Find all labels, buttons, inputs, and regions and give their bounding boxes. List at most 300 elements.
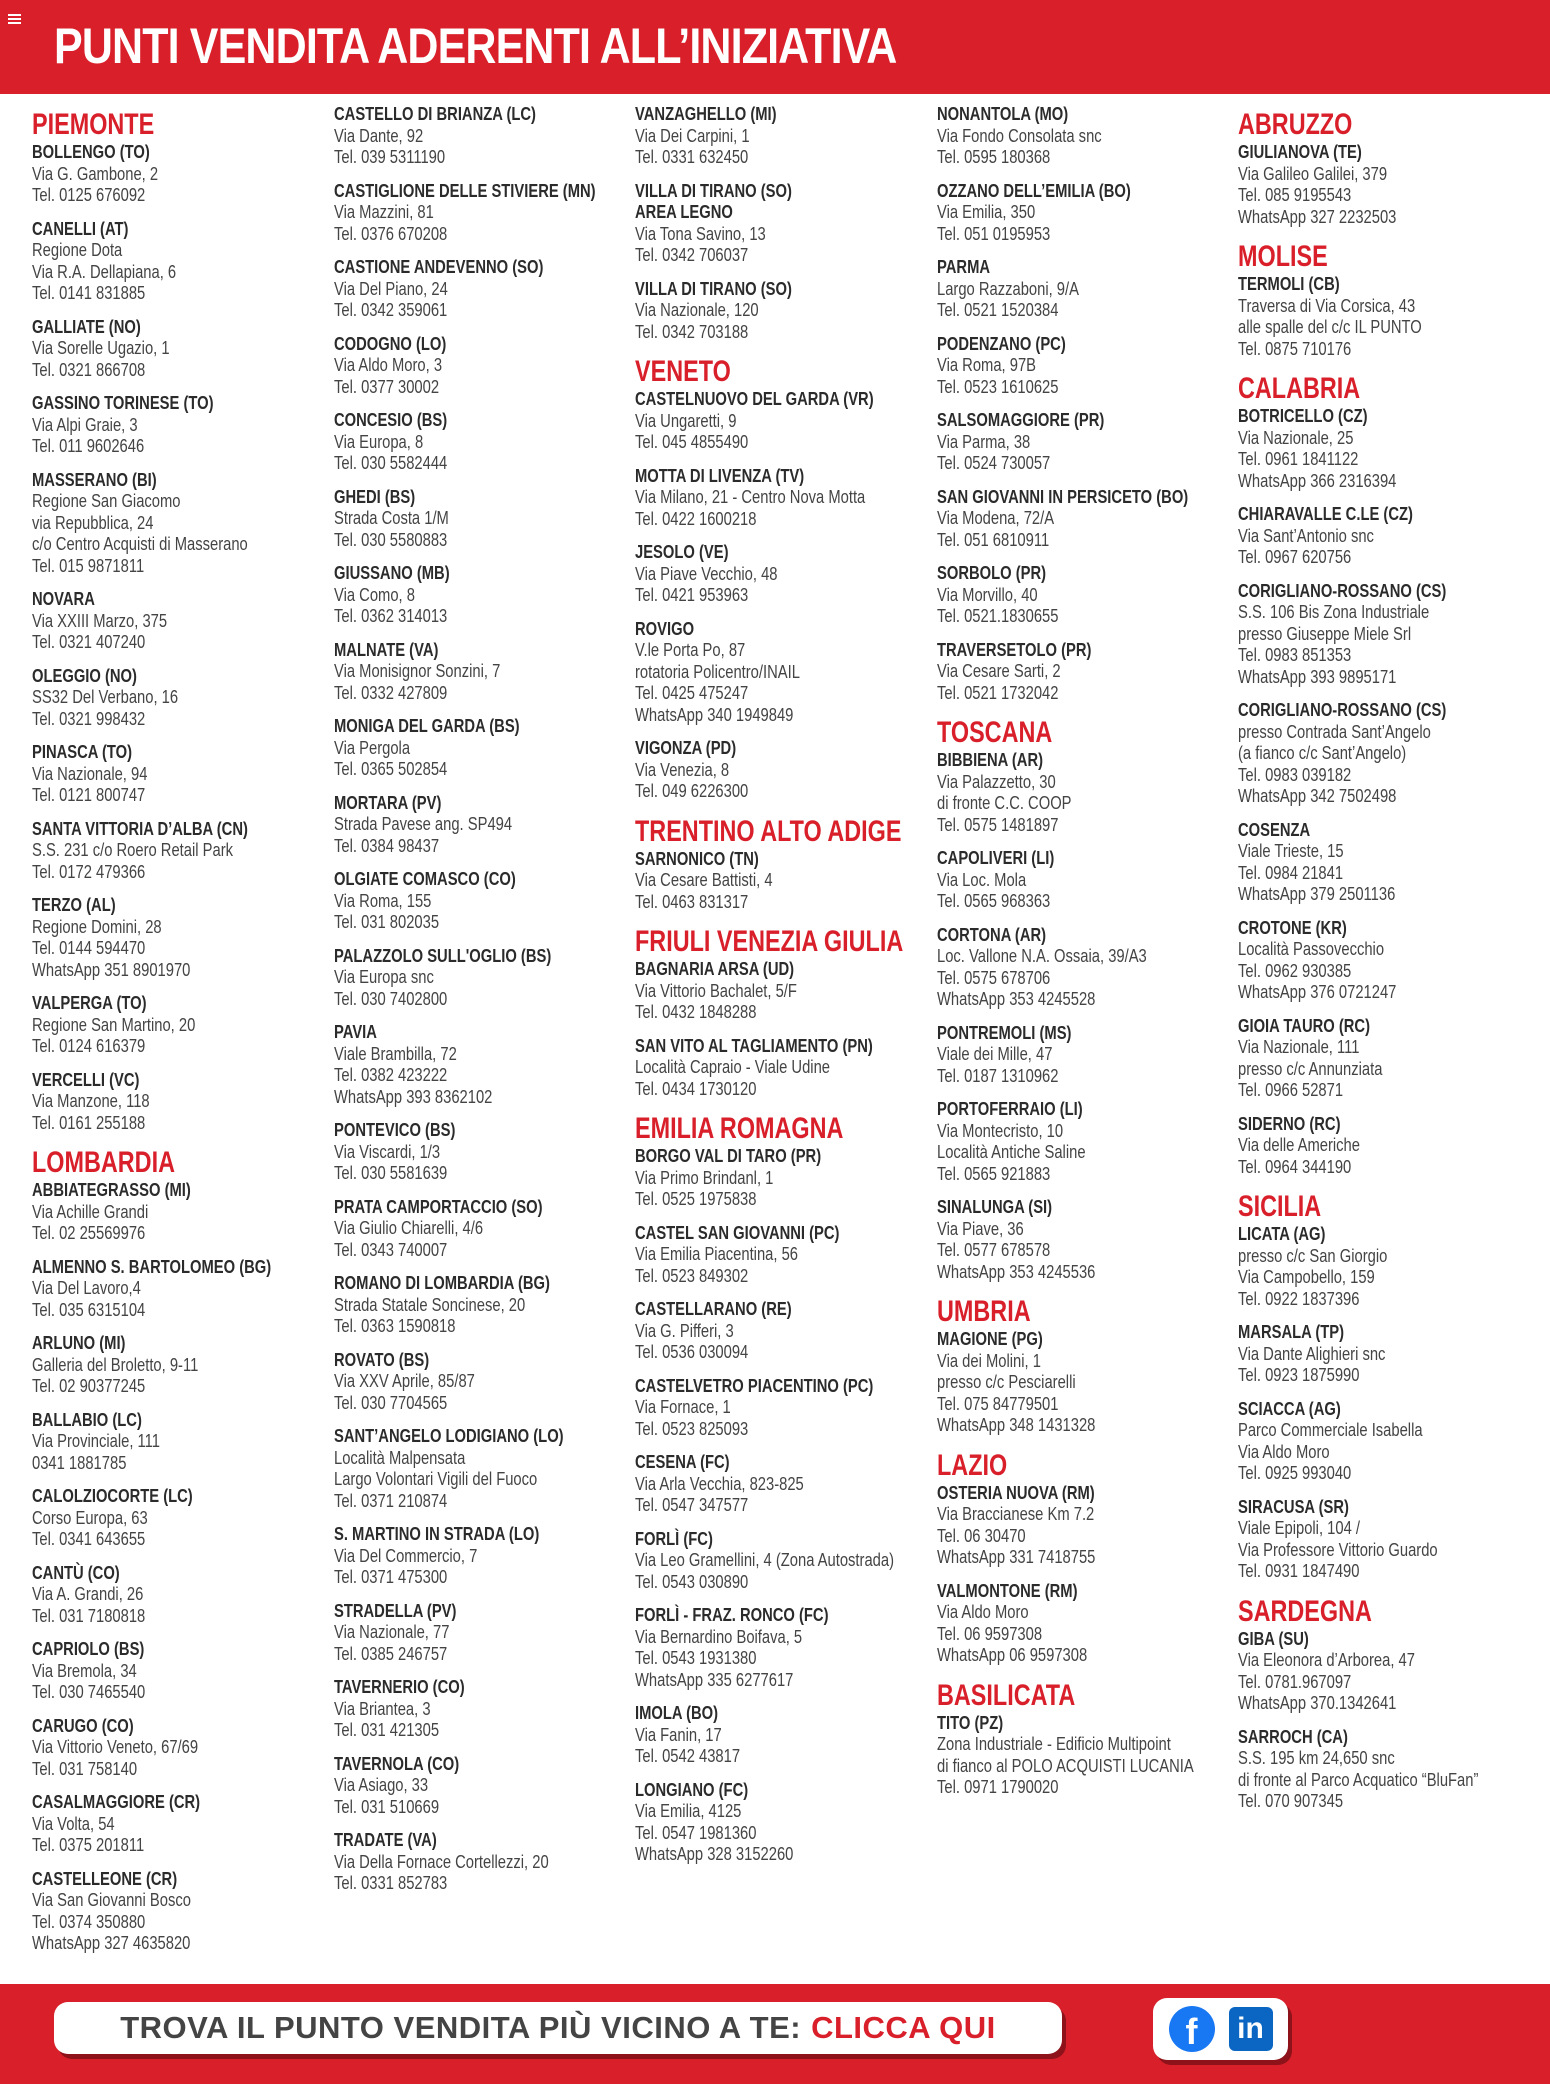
- store-entry: [32, 317, 332, 382]
- region-heading: SARDEGNA: [1238, 1594, 1372, 1628]
- store-detail: WhatsApp 366 2316394: [1238, 470, 1397, 491]
- store-detail: Tel. 0371 475300: [334, 1567, 448, 1587]
- cta-link[interactable]: CLICCA QUI: [811, 2010, 996, 2045]
- store-entry: [32, 1486, 332, 1551]
- store-detail: Tel. 031 421305: [334, 1720, 440, 1740]
- store-entry: [32, 993, 332, 1058]
- store-detail: Tel. 085 9195543: [1238, 185, 1352, 205]
- store-detail: Tel. 045 4855490: [635, 432, 749, 452]
- store-detail: Via Del Piano, 24: [334, 278, 448, 299]
- store-detail: Tel. 0547 1981360: [635, 1822, 757, 1843]
- store-name: VILLA DI TIRANO (SO): [635, 180, 792, 201]
- region-heading: PIEMONTE: [32, 108, 155, 141]
- store-detail: Tel. 0575 678706: [937, 967, 1051, 988]
- store-detail: Via Europa snc: [334, 967, 434, 987]
- header-banner: [0, 0, 1550, 94]
- store-detail: Tel. 011 9602646: [32, 436, 145, 456]
- store-detail: Via Monisignor Sonzini, 7: [334, 661, 501, 681]
- store-entry: [334, 869, 634, 934]
- store-detail: rotatoria Policentro/INAIL: [635, 661, 800, 682]
- store-detail: Via XXV Aprile, 85/87: [334, 1371, 475, 1391]
- store-name: FORLÌ (FC): [635, 1528, 713, 1549]
- store-name: LICATA (AG): [1238, 1224, 1326, 1244]
- store-detail: Tel. 0525 1975838: [635, 1189, 757, 1209]
- linkedin-icon[interactable]: in: [1229, 2007, 1273, 2051]
- store-detail: Via Viscardi, 1/3: [334, 1141, 441, 1162]
- store-detail: presso c/c San Giorgio: [1238, 1245, 1388, 1266]
- store-name: GIULIANOVA (TE): [1238, 142, 1362, 162]
- store-entry: [635, 389, 935, 454]
- store-detail: Viale Epipoli, 104 /: [1238, 1518, 1361, 1538]
- store-detail: Tel. 051 6810911: [937, 529, 1050, 550]
- store-name: VILLA DI TIRANO (SO): [635, 278, 792, 299]
- store-detail: SS32 Del Verbano, 16: [32, 687, 179, 707]
- store-detail: Via R.A. Dellapiana, 6: [32, 261, 177, 282]
- store-detail: Tel. 0321 998432: [32, 708, 146, 729]
- store-name: CALOLZIOCORTE (LC): [32, 1486, 193, 1506]
- store-name: SAN VITO AL TAGLIAMENTO (PN): [635, 1035, 873, 1056]
- store-entry: [32, 142, 332, 207]
- store-detail: Tel. 0523 825093: [635, 1418, 749, 1439]
- store-detail: Tel. 0781.967097: [1238, 1671, 1352, 1692]
- store-name: CORIGLIANO-ROSSANO (CS): [1238, 700, 1447, 720]
- store-entry: [32, 819, 332, 884]
- store-name: CORIGLIANO-ROSSANO (CS): [1238, 580, 1447, 601]
- store-detail: Località Capraio - Viale Udine: [635, 1057, 831, 1077]
- store-name: SALSOMAGGIORE (PR): [937, 410, 1105, 430]
- store-name: SARROCH (CA): [1238, 1726, 1348, 1747]
- store-detail: Tel. 0374 350880: [32, 1911, 146, 1932]
- store-name: ROVIGO: [635, 618, 695, 639]
- store-detail: Tel. 0377 30002: [334, 376, 440, 397]
- region-heading: FRIULI VENEZIA GIULIA: [635, 925, 904, 958]
- store-entry: [1238, 1629, 1538, 1715]
- store-name: GIBA (SU): [1238, 1628, 1309, 1649]
- store-detail: Tel. 0187 1310962: [937, 1065, 1059, 1086]
- store-detail: Via Tona Savino, 13: [635, 223, 766, 244]
- store-detail: Via San Giovanni Bosco: [32, 1890, 191, 1910]
- store-name: IMOLA (BO): [635, 1703, 719, 1723]
- store-entry: [635, 1529, 935, 1594]
- store-name: PORTOFERRAIO (LI): [937, 1099, 1083, 1119]
- store-entry: [937, 640, 1237, 705]
- store-entry: [635, 181, 935, 267]
- store-detail: 0341 1881785: [32, 1452, 127, 1473]
- store-name: PALAZZOLO SULL'OGLIO (BS): [334, 945, 552, 966]
- store-detail: Tel. 0967 620756: [1238, 547, 1352, 567]
- store-detail: Tel. 06 9597308: [937, 1623, 1043, 1644]
- store-name: TAVERNERIO (CO): [334, 1677, 465, 1697]
- store-name: NONANTOLA (MO): [937, 104, 1069, 124]
- store-entry: [334, 410, 634, 475]
- store-name: CHIARAVALLE C.LE (CZ): [1238, 504, 1413, 524]
- store-detail: Via Manzone, 118: [32, 1091, 150, 1111]
- store-name: OLGIATE COMASCO (CO): [334, 869, 516, 889]
- store-detail: Tel. 0384 98437: [334, 835, 440, 856]
- store-entry: [1238, 700, 1538, 808]
- store-detail: WhatsApp 351 8901970: [32, 959, 191, 980]
- store-detail: Via Cesare Battisti, 4: [635, 870, 773, 890]
- store-name: PODENZANO (PC): [937, 333, 1066, 354]
- store-name: CANELLI (AT): [32, 218, 129, 239]
- store-detail: Via Emilia Piacentina, 56: [635, 1244, 799, 1264]
- store-entry: [937, 1483, 1237, 1569]
- store-detail: Località Antiche Saline: [937, 1142, 1086, 1162]
- store-column-1: [32, 104, 332, 1967]
- store-name: CASTELLEONE (CR): [32, 1868, 178, 1889]
- store-detail: Tel. 0376 670208: [334, 223, 448, 244]
- store-name: PAVIA: [334, 1022, 377, 1042]
- store-detail: Via Braccianese Km 7.2: [937, 1504, 1095, 1524]
- store-detail: Via Milano, 21 - Centro Nova Motta: [635, 487, 866, 507]
- store-detail: S.S. 106 Bis Zona Industriale: [1238, 602, 1430, 622]
- store-entry: [635, 542, 935, 607]
- region-heading: SICILIA: [1238, 1190, 1322, 1223]
- store-detail: Tel. 031 802035: [334, 912, 440, 932]
- store-detail: Tel. 0321 407240: [32, 632, 146, 652]
- store-detail: presso Giuseppe Miele Srl: [1238, 623, 1412, 644]
- store-detail: Via Nazionale, 94: [32, 763, 148, 784]
- store-column-4: [937, 104, 1237, 1811]
- store-detail: Via Nazionale, 25: [1238, 427, 1354, 448]
- store-entry: [937, 1197, 1237, 1283]
- store-name: CAPRIOLO (BS): [32, 1639, 145, 1659]
- store-detail: Tel. 0421 953963: [635, 585, 749, 605]
- store-detail: Tel. 015 9871811: [32, 555, 145, 576]
- store-name: BOLLENGO (TO): [32, 142, 150, 162]
- store-name: VALMONTONE (RM): [937, 1580, 1078, 1601]
- store-entry: [1238, 504, 1538, 569]
- store-entry: [334, 640, 634, 705]
- store-entry: [1238, 918, 1538, 1004]
- store-entry: [937, 563, 1237, 628]
- store-detail: Via Dante Alighieri snc: [1238, 1343, 1386, 1364]
- store-detail: WhatsApp 327 4635820: [32, 1933, 191, 1953]
- store-name: ALMENNO S. BARTOLOMEO (BG): [32, 1256, 272, 1277]
- store-detail: presso c/c Pesciarelli: [937, 1372, 1076, 1392]
- store-name: SORBOLO (PR): [937, 563, 1047, 583]
- store-detail: Tel. 0543 1931380: [635, 1648, 757, 1668]
- store-detail: Via Professore Vittorio Guardo: [1238, 1539, 1438, 1560]
- store-detail: Tel. 051 0195953: [937, 223, 1051, 244]
- store-detail: Tel. 02 90377245: [32, 1376, 146, 1396]
- store-name: COSENZA: [1238, 819, 1311, 840]
- facebook-icon[interactable]: f: [1169, 2006, 1215, 2052]
- store-detail: Via Del Lavoro,4: [32, 1278, 141, 1298]
- store-detail: Tel. 0923 1875990: [1238, 1365, 1360, 1385]
- store-detail: Tel. 0964 344190: [1238, 1156, 1352, 1177]
- store-name: PINASCA (TO): [32, 742, 133, 762]
- store-detail: Via Nazionale, 77: [334, 1622, 450, 1642]
- store-entry: [32, 1792, 332, 1857]
- store-entry: [32, 1563, 332, 1628]
- store-entry: [334, 181, 634, 246]
- footer-banner: [0, 1984, 1550, 2084]
- store-entry: [635, 619, 935, 727]
- store-detail: Via Aldo Moro: [937, 1602, 1029, 1622]
- store-name: ROVATO (BS): [334, 1349, 430, 1370]
- store-name: CASTIONE ANDEVENNO (SO): [334, 257, 544, 277]
- store-name: OLEGGIO (NO): [32, 665, 137, 686]
- store-name: CAPOLIVERI (LI): [937, 848, 1055, 868]
- store-detail: Corso Europa, 63: [32, 1507, 148, 1528]
- store-column-2: [334, 104, 634, 1907]
- store-detail: Tel. 0432 1848288: [635, 1002, 757, 1022]
- store-name: GASSINO TORINESE (TO): [32, 393, 214, 413]
- store-detail: Strada Statale Soncinese, 20: [334, 1294, 526, 1315]
- store-detail: Via dei Molini, 1: [937, 1350, 1041, 1371]
- store-detail: Tel. 0343 740007: [334, 1239, 448, 1260]
- store-detail: WhatsApp 376 0721247: [1238, 982, 1397, 1002]
- store-name: STRADELLA (PV): [334, 1600, 457, 1621]
- store-entry: [1238, 1322, 1538, 1387]
- store-detail: (a fianco c/c Sant’Angelo): [1238, 743, 1407, 763]
- store-list: [32, 104, 1532, 1984]
- store-name: CORTONA (AR): [937, 924, 1047, 945]
- store-entry: [32, 393, 332, 458]
- store-detail: Parco Commerciale Isabella: [1238, 1420, 1423, 1440]
- store-detail: c/o Centro Acquisti di Masserano: [32, 534, 248, 554]
- store-entry: [32, 1257, 332, 1322]
- store-detail: Via Emilia, 350: [937, 202, 1036, 222]
- store-entry: [334, 257, 634, 322]
- store-name: PONTREMOLI (MS): [937, 1022, 1072, 1043]
- store-entry: [937, 1099, 1237, 1185]
- store-name: MONIGA DEL GARDA (BS): [334, 716, 520, 736]
- store-detail: Via Primo Brindanl, 1: [635, 1167, 774, 1188]
- store-detail: di fronte al Parco Acquatico “BluFan”: [1238, 1769, 1479, 1790]
- store-entry: [32, 895, 332, 981]
- store-detail: Tel. 030 7402800: [334, 988, 448, 1009]
- store-detail: Via Sant’Antonio snc: [1238, 525, 1374, 546]
- store-detail: Tel. 0577 678578: [937, 1240, 1051, 1260]
- store-detail: S.S. 231 c/o Roero Retail Park: [32, 840, 234, 860]
- store-detail: Regione San Giacomo: [32, 491, 181, 511]
- store-detail: Tel. 0536 030094: [635, 1342, 749, 1362]
- store-detail: Tel. 030 7465540: [32, 1682, 146, 1702]
- region-heading: CALABRIA: [1238, 372, 1361, 405]
- store-detail: Via Parma, 38: [937, 431, 1031, 452]
- store-name: VALPERGA (TO): [32, 993, 147, 1013]
- store-detail: Via Alpi Graie, 3: [32, 414, 138, 435]
- store-name: GIUSSANO (MB): [334, 563, 450, 583]
- store-detail: Galleria del Broletto, 9-11: [32, 1354, 199, 1375]
- store-detail: Via G. Gambone, 2: [32, 163, 159, 184]
- region-heading: MOLISE: [1238, 240, 1328, 273]
- store-detail: Tel. 0524 730057: [937, 453, 1051, 473]
- store-detail: Via Briantea, 3: [334, 1698, 431, 1719]
- store-detail: Via Pergola: [334, 737, 411, 758]
- store-detail: WhatsApp 342 7502498: [1238, 786, 1397, 806]
- menu-icon[interactable]: [8, 14, 21, 24]
- store-detail: Tel. 0342 359061: [334, 300, 448, 320]
- store-entry: [1238, 820, 1538, 906]
- store-entry: [635, 466, 935, 531]
- store-detail: Via Arla Vecchia, 823-825: [635, 1473, 804, 1494]
- store-column-3: [635, 104, 935, 1878]
- store-detail: Largo Volontari Vigili del Fuoco: [334, 1469, 538, 1489]
- store-entry: [1238, 142, 1538, 228]
- store-detail: Tel. 0547 347577: [635, 1495, 749, 1515]
- store-detail: Via Del Commercio, 7: [334, 1545, 478, 1566]
- store-detail: presso Contrada Sant’Angelo: [1238, 721, 1431, 742]
- store-name: TAVERNOLA (CO): [334, 1753, 460, 1774]
- store-name: CASTELVETRO PIACENTINO (PC): [635, 1375, 874, 1396]
- store-detail: Tel. 0342 703188: [635, 321, 749, 342]
- store-name: VERCELLI (VC): [32, 1069, 140, 1090]
- store-column-5: [1238, 104, 1538, 1825]
- store-entry: [334, 487, 634, 552]
- social-links: [1153, 1998, 1288, 2060]
- store-detail: Via Volta, 54: [32, 1813, 115, 1834]
- store-entry: [334, 1426, 634, 1512]
- store-entry: [635, 1376, 935, 1441]
- store-entry: [937, 487, 1237, 552]
- store-entry: [32, 1070, 332, 1135]
- store-entry: [32, 219, 332, 305]
- store-entry: [32, 1333, 332, 1398]
- store-detail: alle spalle del c/c IL PUNTO: [1238, 317, 1422, 337]
- store-detail: Via Montecristo, 10: [937, 1120, 1064, 1141]
- store-name: BORGO VAL DI TARO (PR): [635, 1146, 822, 1166]
- store-detail: Via Campobello, 159: [1238, 1267, 1375, 1287]
- store-name: PONTEVICO (BS): [334, 1120, 456, 1140]
- store-detail: Viale Brambilla, 72: [334, 1043, 457, 1064]
- region-heading: UMBRIA: [937, 1295, 1031, 1328]
- store-detail: Via Vittorio Veneto, 67/69: [32, 1737, 199, 1757]
- store-detail: Tel. 0595 180368: [937, 147, 1051, 167]
- store-entry: [1238, 581, 1538, 689]
- region-heading: TOSCANA: [937, 716, 1053, 749]
- store-detail: Via XXIII Marzo, 375: [32, 610, 168, 631]
- store-entry: [32, 742, 332, 807]
- store-entry: [937, 257, 1237, 322]
- store-detail: Tel. 030 5580883: [334, 529, 448, 550]
- store-detail: Via Fondo Consolata snc: [937, 125, 1102, 146]
- store-detail: di fronte C.C. COOP: [937, 793, 1072, 813]
- store-detail: Via Venezia, 8: [635, 759, 730, 780]
- store-detail: Tel. 0382 423222: [334, 1065, 448, 1085]
- store-entry: [635, 1223, 935, 1288]
- store-entry: [1238, 1114, 1538, 1179]
- store-entry: [334, 1601, 634, 1666]
- store-detail: Regione San Martino, 20: [32, 1014, 196, 1035]
- store-detail: Tel. 0971 1790020: [937, 1777, 1059, 1797]
- store-entry: [1238, 1016, 1538, 1102]
- store-detail: Tel. 0321 866708: [32, 359, 146, 380]
- store-name: SANT’ANGELO LODIGIANO (LO): [334, 1426, 564, 1446]
- store-name: SIDERNO (RC): [1238, 1113, 1341, 1134]
- store-detail: Via Achille Grandi: [32, 1201, 149, 1222]
- store-detail: Tel. 0422 1600218: [635, 508, 757, 529]
- find-store-button[interactable]: [54, 2002, 1062, 2054]
- region-heading: LOMBARDIA: [32, 1146, 175, 1179]
- store-name: SARNONICO (TN): [635, 848, 759, 869]
- store-detail: Via Eleonora d’Arborea, 47: [1238, 1650, 1415, 1670]
- store-name: MAGIONE (PG): [937, 1329, 1043, 1349]
- store-detail: WhatsApp 327 2232503: [1238, 206, 1397, 227]
- store-entry: [937, 334, 1237, 399]
- store-detail: Tel. 0523 1610625: [937, 376, 1059, 397]
- store-detail: Tel. 0983 851353: [1238, 645, 1352, 665]
- store-entry: [334, 1273, 634, 1338]
- store-detail: Via Piave Vecchio, 48: [635, 563, 778, 584]
- store-entry: [334, 1197, 634, 1262]
- store-detail: presso c/c Annunziata: [1238, 1058, 1383, 1079]
- store-detail: Tel. 0363 1590818: [334, 1316, 456, 1336]
- store-detail: Via Bremola, 34: [32, 1660, 137, 1681]
- store-detail: Tel. 0542 43817: [635, 1746, 741, 1766]
- store-detail: Via Roma, 155: [334, 890, 432, 911]
- store-detail: WhatsApp 328 3152260: [635, 1844, 794, 1864]
- store-name: CASTELLO DI BRIANZA (LC): [334, 104, 536, 124]
- store-detail: Traversa di Via Corsica, 43: [1238, 295, 1416, 316]
- store-detail: Tel. 0565 968363: [937, 891, 1051, 911]
- store-detail: Via Europa, 8: [334, 431, 424, 452]
- store-detail: Via Vittorio Bachalet, 5/F: [635, 980, 797, 1001]
- store-detail: Tel. 0385 246757: [334, 1643, 448, 1664]
- store-name: CASTELLARANO (RE): [635, 1299, 792, 1319]
- store-detail: Tel. 0161 255188: [32, 1112, 146, 1133]
- store-name: CESENA (FC): [635, 1452, 730, 1472]
- store-name: MOTTA DI LIVENZA (TV): [635, 465, 805, 486]
- store-entry: [635, 104, 935, 169]
- store-detail: Tel. 0141 831885: [32, 283, 146, 303]
- store-entry: [937, 1713, 1237, 1799]
- store-detail: Via Aldo Moro: [1238, 1441, 1330, 1462]
- store-detail: Tel. 0331 852783: [334, 1873, 448, 1893]
- store-entry: [635, 1452, 935, 1517]
- store-name: ROMANO DI LOMBARDIA (BG): [334, 1273, 550, 1293]
- store-name: TRADATE (VA): [334, 1830, 437, 1850]
- store-detail: Tel. 0521 1732042: [937, 682, 1059, 703]
- store-name: SIRACUSA (SR): [1238, 1496, 1349, 1517]
- store-name: GIOIA TAURO (RC): [1238, 1015, 1371, 1036]
- store-detail: Tel. 0362 314013: [334, 606, 448, 626]
- store-detail: Tel. 0434 1730120: [635, 1078, 757, 1099]
- store-name: SANTA VITTORIA D’ALBA (CN): [32, 818, 248, 839]
- region-heading: BASILICATA: [937, 1678, 1076, 1712]
- store-detail: Via Provinciale, 111: [32, 1431, 160, 1451]
- store-detail: Località Passovecchio: [1238, 939, 1385, 959]
- store-entry: [32, 666, 332, 731]
- store-name: CODOGNO (LO): [334, 333, 447, 354]
- store-detail: WhatsApp 379 2501136: [1238, 884, 1396, 904]
- store-entry: [635, 849, 935, 914]
- store-entry: [32, 1180, 332, 1245]
- store-detail: Tel. 0983 039182: [1238, 764, 1352, 785]
- store-entry: [334, 716, 634, 781]
- store-entry: [334, 946, 634, 1011]
- store-name: S. MARTINO IN STRADA (LO): [334, 1524, 540, 1544]
- store-detail: S.S. 195 km 24,650 snc: [1238, 1748, 1395, 1768]
- store-entry: [334, 334, 634, 399]
- store-entry: [1238, 1497, 1538, 1583]
- store-detail: Via Palazzetto, 30: [937, 771, 1056, 792]
- store-entry: [1238, 1224, 1538, 1310]
- store-entry: [635, 1605, 935, 1691]
- store-name: CANTÙ (CO): [32, 1562, 120, 1583]
- store-detail: Regione Dota: [32, 240, 123, 260]
- store-detail: Tel. 049 6226300: [635, 781, 749, 801]
- store-detail: Tel. 0523 849302: [635, 1265, 749, 1286]
- store-detail: Tel. 0365 502854: [334, 759, 448, 779]
- store-detail: Località Malpensata: [334, 1447, 466, 1468]
- store-name: CARUGO (CO): [32, 1715, 134, 1736]
- store-name: CONCESIO (BS): [334, 410, 448, 430]
- store-entry: [334, 1524, 634, 1589]
- store-detail: Strada Pavese ang. SP494: [334, 814, 513, 834]
